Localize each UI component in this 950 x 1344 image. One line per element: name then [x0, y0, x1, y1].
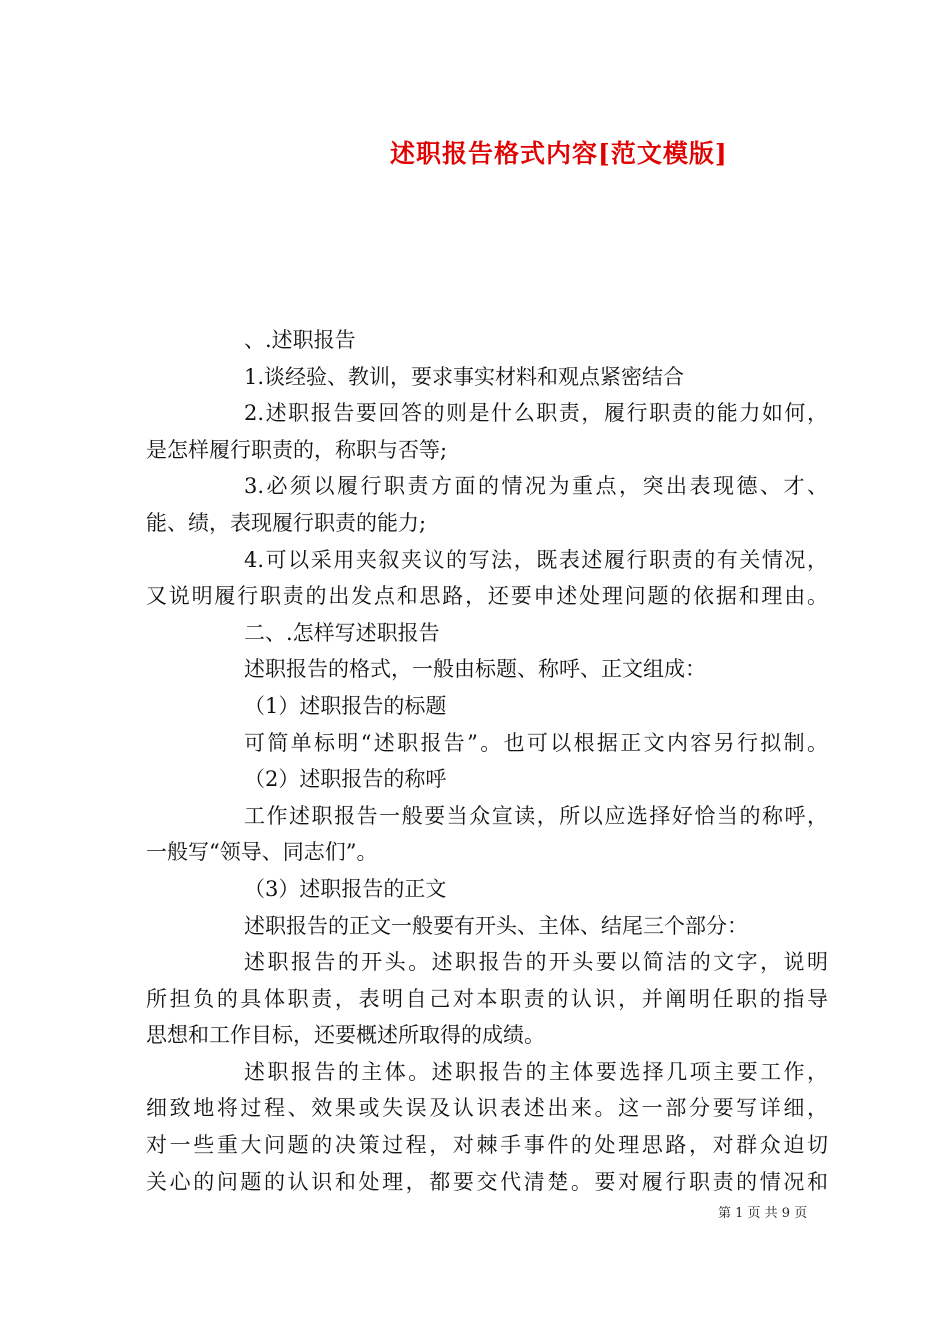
paragraph-line: 是怎样履行职责的，称职与否等; [146, 437, 448, 462]
paragraph-line: 能、绩，表现履行职责的能力; [146, 510, 427, 535]
paragraph-line: 述职报告的开头。述职报告的开头要以简洁的文字，说明 [244, 950, 828, 975]
paragraph-line: 述职报告的正文一般要有开头、主体、结尾三个部分： [244, 913, 748, 938]
paragraph-line: 2.述职报告要回答的则是什么职责，履行职责的能力如何， [244, 401, 828, 426]
document-body [146, 322, 828, 1200]
paragraph-line: 一般写“领导、同志们”。 [146, 840, 378, 865]
paragraph-line: 细致地将过程、效果或失误及认识表述出来。这一部分要写详细， [146, 1096, 828, 1121]
paragraph-line: 二、.怎样写述职报告 [244, 620, 440, 645]
paragraph-line: 对一些重大问题的决策过程，对棘手事件的处理思路，对群众迫切 [146, 1133, 828, 1158]
paragraph-line: 述职报告的格式，一般由标题、称呼、正文组成： [244, 657, 706, 682]
paragraph-line: （3）述职报告的正文 [244, 876, 447, 901]
paragraph-line: 又说明履行职责的出发点和思路，还要申述处理问题的依据和理由。 [146, 584, 828, 609]
paragraph-line: 4.可以采用夹叙夹议的写法，既表述履行职责的有关情况， [244, 547, 828, 572]
paragraph-line: （1）述职报告的标题 [244, 693, 447, 718]
paragraph-line: 所担负的具体职责，表明自己对本职责的认识，并阐明任职的指导 [146, 986, 828, 1011]
paragraph-line: （2）述职报告的称呼 [244, 767, 447, 792]
paragraph-line: 工作述职报告一般要当众宣读，所以应选择好恰当的称呼， [244, 803, 828, 828]
paragraph-line: 可简单标明“述职报告”。也可以根据正文内容另行拟制。 [244, 730, 828, 755]
paragraph-line: 1.谈经验、教训，要求事实材料和观点紧密结合 [244, 364, 685, 389]
document-title: 述职报告格式内容[范文模版] [390, 139, 728, 168]
paragraph-line: 述职报告的主体。述职报告的主体要选择几项主要工作， [244, 1059, 828, 1084]
paragraph-line: 关心的问题的认识和处理，都要交代清楚。要对履行职责的情况和 [146, 1169, 828, 1194]
page-number: 第 1 页 共 9 页 [718, 1206, 808, 1221]
paragraph-line: 、.述职报告 [244, 328, 356, 352]
paragraph-line: 3.必须以履行职责方面的情况为重点，突出表现德、才、 [244, 474, 828, 499]
paragraph-line: 思想和工作目标，还要概述所取得的成绩。 [146, 1023, 545, 1048]
